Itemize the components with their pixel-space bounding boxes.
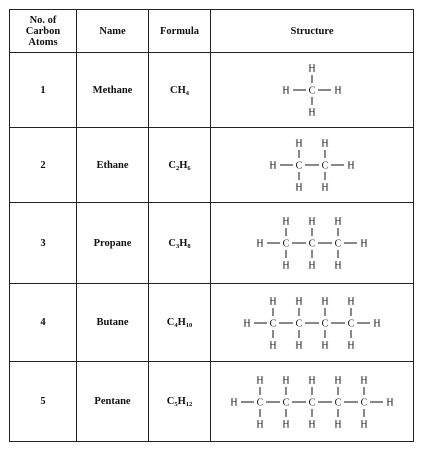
carbon-atom: C bbox=[295, 160, 303, 172]
hydrogen-atom: H bbox=[347, 340, 355, 351]
carbon-atom: C bbox=[282, 238, 290, 250]
hydrogen-atom: H bbox=[308, 216, 316, 228]
hydrogen-atom: H bbox=[360, 375, 368, 386]
alkanes-table bbox=[9, 9, 414, 442]
hydrogen-atom: H bbox=[321, 138, 329, 150]
hydrogen-atom: H bbox=[308, 107, 316, 119]
hydrogen-atom: H bbox=[334, 85, 342, 97]
carbon-atom: C bbox=[282, 397, 290, 408]
hydrogen-atom: H bbox=[282, 85, 290, 97]
structure-cell bbox=[211, 284, 414, 362]
hydrogen-atom: H bbox=[230, 397, 238, 408]
hydrogen-atom: H bbox=[360, 238, 368, 250]
hydrogen-atom: H bbox=[256, 375, 264, 386]
hydrogen-atom: H bbox=[373, 318, 381, 329]
carbon-atom: C bbox=[308, 397, 316, 408]
hydrogen-atom: H bbox=[347, 296, 355, 307]
header-formula: Formula bbox=[149, 10, 211, 53]
header-carbon-count: No. of Carbon Atoms bbox=[10, 10, 77, 53]
hydrogen-atom: H bbox=[295, 138, 303, 150]
hydrogen-atom: H bbox=[386, 397, 394, 408]
structure-diagram bbox=[212, 129, 412, 201]
carbon-atom: C bbox=[334, 238, 342, 250]
hydrogen-atom: H bbox=[308, 260, 316, 272]
carbon-atom: C bbox=[321, 318, 329, 329]
hydrogen-atom: H bbox=[334, 419, 342, 430]
name-cell: Pentane bbox=[77, 362, 149, 442]
carbon-count-cell: 2 bbox=[10, 128, 77, 203]
hydrogen-atom: H bbox=[308, 63, 316, 75]
hydrogen-atom: H bbox=[321, 296, 329, 307]
structure-cell bbox=[211, 128, 414, 203]
carbon-atom: C bbox=[295, 318, 303, 329]
carbon-atom: C bbox=[308, 85, 316, 97]
hydrogen-atom: H bbox=[282, 419, 290, 430]
carbon-atom: C bbox=[321, 160, 329, 172]
hydrogen-atom: H bbox=[295, 182, 303, 194]
name-cell: Propane bbox=[77, 203, 149, 284]
hydrogen-atom: H bbox=[360, 419, 368, 430]
carbon-count-cell: 3 bbox=[10, 203, 77, 284]
hydrogen-atom: H bbox=[308, 375, 316, 386]
carbon-atom: C bbox=[360, 397, 368, 408]
carbon-count-cell: 4 bbox=[10, 284, 77, 362]
carbon-count-cell: 1 bbox=[10, 53, 77, 128]
hydrogen-atom: H bbox=[269, 160, 277, 172]
formula-cell: $CH_4$ bbox=[149, 53, 211, 128]
table-row bbox=[10, 284, 414, 362]
name-cell: Ethane bbox=[77, 128, 149, 203]
formula-cell: $C_4H_{10}$ bbox=[149, 284, 211, 362]
header-structure: Structure bbox=[211, 10, 414, 53]
structure-diagram bbox=[212, 287, 412, 359]
hydrogen-atom: H bbox=[308, 419, 316, 430]
formula-cell: $C_3H_8$ bbox=[149, 203, 211, 284]
hydrogen-atom: H bbox=[295, 296, 303, 307]
hydrogen-atom: H bbox=[334, 216, 342, 228]
hydrogen-atom: H bbox=[295, 340, 303, 351]
carbon-count-cell: 5 bbox=[10, 362, 77, 442]
table-row bbox=[10, 128, 414, 203]
hydrogen-atom: H bbox=[269, 340, 277, 351]
table-row bbox=[10, 203, 414, 284]
formula-cell: $C_5H_{12}$ bbox=[149, 362, 211, 442]
structure-diagram bbox=[212, 366, 412, 438]
hydrogen-atom: H bbox=[269, 296, 277, 307]
carbon-atom: C bbox=[308, 238, 316, 250]
carbon-atom: C bbox=[256, 397, 264, 408]
hydrogen-atom: H bbox=[282, 375, 290, 386]
structure-cell bbox=[211, 362, 414, 442]
structure-diagram bbox=[212, 207, 412, 279]
hydrogen-atom: H bbox=[282, 216, 290, 228]
hydrogen-atom: H bbox=[256, 419, 264, 430]
header-row bbox=[10, 10, 414, 53]
table-row bbox=[10, 53, 414, 128]
name-cell: Butane bbox=[77, 284, 149, 362]
hydrogen-atom: H bbox=[334, 375, 342, 386]
carbon-atom: C bbox=[334, 397, 342, 408]
structure-diagram bbox=[212, 54, 412, 126]
structure-cell bbox=[211, 53, 414, 128]
formula-cell: $C_2H_6$ bbox=[149, 128, 211, 203]
hydrogen-atom: H bbox=[321, 182, 329, 194]
hydrogen-atom: H bbox=[334, 260, 342, 272]
carbon-atom: C bbox=[269, 318, 277, 329]
hydrogen-atom: H bbox=[321, 340, 329, 351]
header-name: Name bbox=[77, 10, 149, 53]
table-row bbox=[10, 362, 414, 442]
hydrogen-atom: H bbox=[243, 318, 251, 329]
structure-cell bbox=[211, 203, 414, 284]
hydrogen-atom: H bbox=[256, 238, 264, 250]
carbon-atom: C bbox=[347, 318, 355, 329]
hydrogen-atom: H bbox=[282, 260, 290, 272]
name-cell: Methane bbox=[77, 53, 149, 128]
hydrogen-atom: H bbox=[347, 160, 355, 172]
